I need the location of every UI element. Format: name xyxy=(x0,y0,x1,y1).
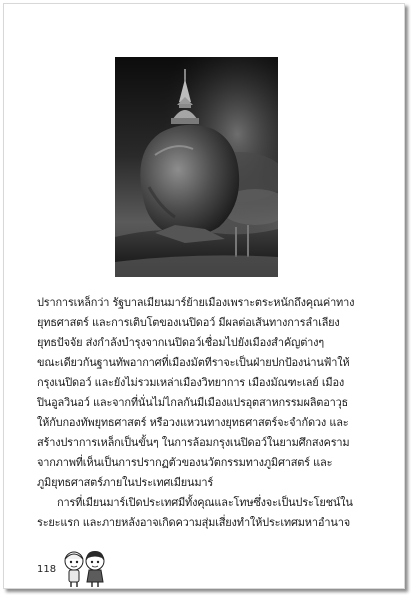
text-line: ปินอูลวินอว์ และจากที่นั่นไม่ไกลกันมีเมืองแปรอุตสาหกรรมผลิตอาวุธ xyxy=(37,396,349,409)
body-text xyxy=(37,293,375,533)
text-line: กรุงเนปิดอว์ และยังไม่รวมเหล่าเมืองวิทยาการ เมืองมัณฑะเลย์ เมือง xyxy=(37,376,345,389)
mascot-illustration xyxy=(60,549,110,589)
text-line: ภูมิยุทธศาสตร์ภายในประเทศเมียนมาร์ xyxy=(37,476,214,489)
cartoon-children-icon xyxy=(60,549,110,589)
page-number: 118 xyxy=(37,564,57,575)
golden-rock-image xyxy=(115,57,278,277)
text-line: จากภาพที่เห็นเป็นการปรากฏตัวของนวัตกรรมทางภูมิศาสตร์ และ xyxy=(37,456,333,469)
page-footer xyxy=(34,549,154,589)
text-line: ให้กับกองทัพยุทธศาสตร์ หรือวงแหวนทางยุทธศาสตร์จะจำกัดวง และ xyxy=(37,416,349,429)
text-line: ปราการเหล็กว่า รัฐบาลเมียนมาร์ย้ายเมืองเพราะตระหนักถึงคุณค่าทาง xyxy=(37,296,355,309)
text-line: ขณะเดียวกันฐานทัพอากาศที่เมืองมัตทีราจะเป็นฝ่ายปกป้องน่านฟ้าให้ xyxy=(37,356,350,369)
text-line: การที่เมียนมาร์เปิดประเทศมีทั้งคุณและโทษซึ่งจะเป็นประโยชน์ใน xyxy=(57,496,353,509)
text-line: ยุทธศาสตร์ และการเติบโตของเนปิดอว์ มีผลต่อเส้นทางการลำเลียง xyxy=(37,316,340,329)
text-line: สร้างปราการเหล็กเป็นขั้นๆ ในการล้อมกรุงเนปิดอว์ในยามศึกสงคราม xyxy=(37,436,350,449)
golden-rock-photo xyxy=(115,57,278,277)
text-line: ยุทธปัจจัย ส่งกำลังบำรุงจากเนปิดอว์เชื่อมไปยังเมืองสำคัญต่างๆ xyxy=(37,336,324,349)
document-page xyxy=(3,3,405,589)
text-line: ระยะแรก และภายหลังอาจเกิดความสุ่มเสี่ยงทำให้ประเทศมหาอำนาจ xyxy=(37,516,350,529)
